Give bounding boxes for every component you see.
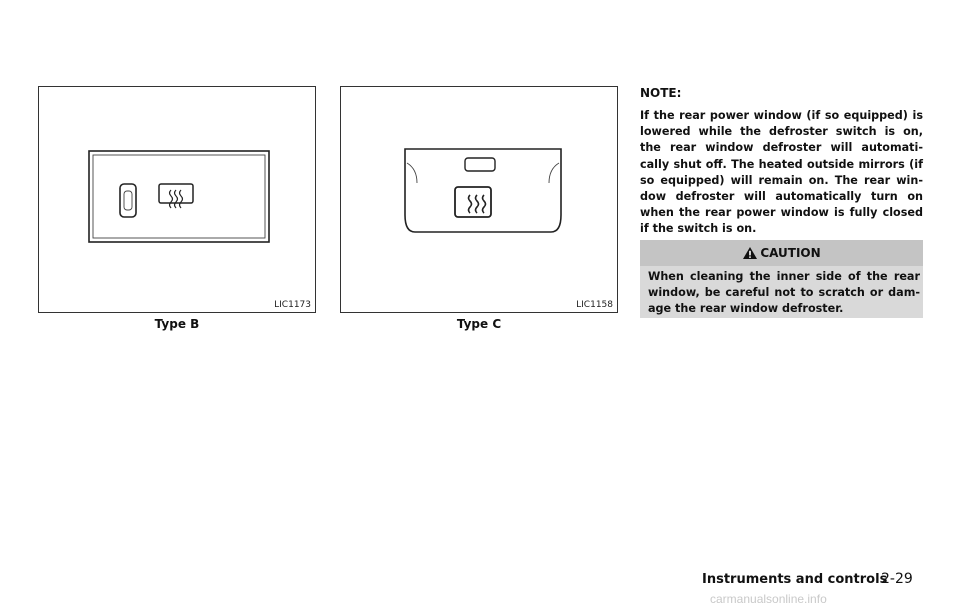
rear-defroster-icon xyxy=(455,187,491,217)
figure-code: LIC1158 xyxy=(576,300,613,310)
rocker-switch-icon xyxy=(120,184,136,217)
figure-caption: Type C xyxy=(456,317,502,331)
note-body: If the rear power window (if so equipped) is lowered while the defroster switch is on, the rear window defroster will automati-cally shut off. The heated outside mirrors (if so equipped) will remain on. The rear win-dow defroster will automatically turn on when the rear power window is fully closed if the switch is on. xyxy=(640,109,923,236)
figure-code: LIC1173 xyxy=(274,300,311,310)
switch-panel-type-b-illustration xyxy=(39,87,315,312)
switch-panel-type-c-illustration xyxy=(341,87,617,312)
figure-type-c xyxy=(340,86,618,313)
rear-defroster-icon xyxy=(159,184,193,208)
figure-caption: Type B xyxy=(154,317,200,331)
caution-body: When cleaning the inner side of the rear window, be careful not to scratch or dam-age the rear window defroster. xyxy=(648,270,920,316)
watermark: carmanualsonline.info xyxy=(710,592,827,606)
note-title: NOTE: xyxy=(640,86,682,100)
page-number: 2-29 xyxy=(881,571,913,587)
figure-type-b xyxy=(38,86,316,313)
footer-section-title: Instruments and controls xyxy=(702,572,888,587)
caution-header xyxy=(640,240,923,266)
caution-title: CAUTION xyxy=(760,246,821,260)
warning-triangle-icon xyxy=(742,246,758,260)
